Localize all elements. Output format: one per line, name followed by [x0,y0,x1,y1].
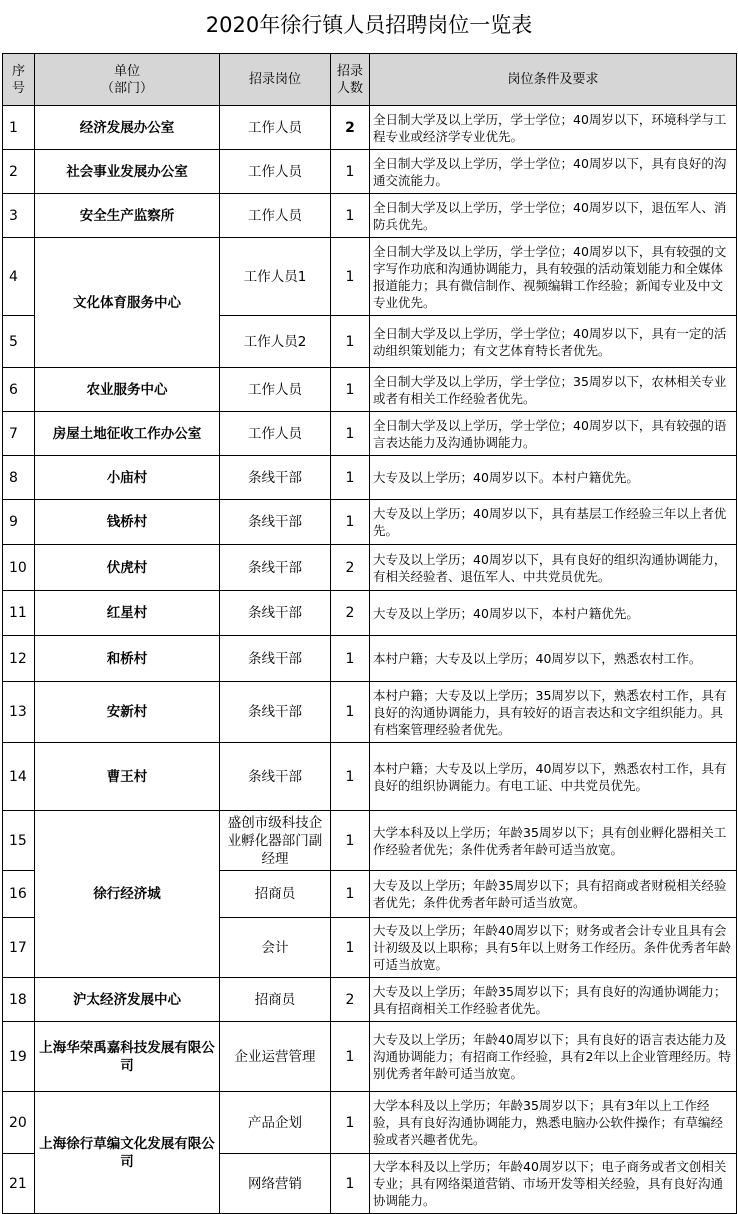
row-pos: 网络营销 [220,1154,331,1214]
row-pos: 工作人员 [220,412,331,456]
row-idx: 3 [3,194,35,238]
row-cnt: 1 [331,194,370,238]
row-unit: 安新村 [35,682,220,743]
row-cnt: 1 [331,1154,370,1214]
row-req: 大学本科及以上学历；年龄35周岁以下；具有3年以上工作经验，具有良好沟通协调能力，熟悉电脑办公软件操作；有草编经验或者兴趣者优先。 [370,1092,737,1154]
row-unit: 农业服务中心 [35,368,220,412]
row-idx: 19 [3,1022,35,1092]
row-pos: 条线干部 [220,636,331,682]
header-req: 岗位条件及要求 [370,54,737,106]
row-cnt: 1 [331,918,370,978]
table-row [3,368,737,412]
row-cnt: 1 [331,368,370,412]
row-pos: 会计 [220,918,331,978]
table-row [3,412,737,456]
row-idx: 9 [3,500,35,545]
row-idx: 20 [3,1092,35,1154]
row-idx: 10 [3,545,35,591]
row-unit: 钱桥村 [35,500,220,545]
row-cnt: 1 [331,811,370,871]
table-row [3,238,737,316]
row-req: 全日制大学及以上学历，学士学位；40周岁以下，具有较强的语言表达能力及沟通协调能力。 [370,412,737,456]
row-cnt: 2 [331,978,370,1022]
row-pos: 工作人员 [220,368,331,412]
row-cnt: 2 [331,591,370,636]
row-idx: 2 [3,150,35,194]
table-row [3,591,737,636]
row-req: 全日制大学及以上学历，学士学位；40周岁以下，环境科学与工程专业或经济学专业优先。 [370,106,737,150]
table-row [3,978,737,1022]
row-unit: 小庙村 [35,456,220,500]
table-row [3,194,737,238]
row-cnt: 1 [331,412,370,456]
row-pos: 产品企划 [220,1092,331,1154]
row-unit: 安全生产监察所 [35,194,220,238]
row-idx: 13 [3,682,35,743]
row-req: 大专及以上学历；40周岁以下，本村户籍优先。 [370,591,737,636]
row-idx: 7 [3,412,35,456]
row-cnt: 1 [331,456,370,500]
row-req: 大专及以上学历；年龄35周岁以下；具有招商或者财税相关经验者优先；条件优秀者年龄可适当放宽。 [370,871,737,918]
row-cnt: 1 [331,238,370,316]
row-pos: 工作人员1 [220,238,331,316]
table-row [3,811,737,871]
row-unit: 上海徐行草编文化发展有限公司 [35,1092,220,1214]
row-idx: 12 [3,636,35,682]
header-cnt: 招录人数 [331,54,370,106]
table-row [3,682,737,743]
row-req: 大专及以上学历；年龄35周岁以下；具有良好的沟通协调能力；具有招商相关工作经验者优先。 [370,978,737,1022]
row-req: 全日制大学及以上学历，学士学位；40周岁以下，具有较强的文字写作功底和沟通协调能力，具有较强的活动策划能力和全媒体报道能力；具有微信制作、视频编辑工作经验；新闻专业及中文专业优先。 [370,238,737,316]
row-pos: 工作人员 [220,150,331,194]
row-cnt: 1 [331,871,370,918]
row-idx: 14 [3,743,35,811]
table-row [3,150,737,194]
row-pos: 企业运营管理 [220,1022,331,1092]
row-cnt: 1 [331,500,370,545]
header-unit [35,54,220,106]
header-idx: 序号 [3,54,35,106]
row-idx: 17 [3,918,35,978]
row-req: 大学本科及以上学历；年龄35周岁以下；具有创业孵化器相关工作经验者优先；条件优秀者年龄可适当放宽。 [370,811,737,871]
row-unit: 房屋土地征收工作办公室 [35,412,220,456]
row-req: 大专及以上学历；年龄40周岁以下；财务或者会计专业且具有会计初级及以上职称；具有5年以上财务工作经历。条件优秀者年龄可适当放宽。 [370,918,737,978]
row-unit: 曹王村 [35,743,220,811]
row-idx: 4 [3,238,35,316]
row-req: 大专及以上学历；40周岁以下，具有基层工作经验三年以上者优先。 [370,500,737,545]
row-cnt: 1 [331,316,370,368]
table-row [3,106,737,150]
row-pos: 条线干部 [220,682,331,743]
row-req: 大学本科及以上学历；年龄40周岁以下；电子商务或者文创相关专业；具有网络渠道营销、市场开发等相关经验，具有良好沟通协调能力。 [370,1154,737,1214]
row-unit: 社会事业发展办公室 [35,150,220,194]
row-req: 全日制大学及以上学历，学士学位；35周岁以下，农林相关专业或者有相关工作经验者优先。 [370,368,737,412]
row-pos: 条线干部 [220,500,331,545]
table-row [3,743,737,811]
row-cnt: 1 [331,682,370,743]
row-unit: 伏虎村 [35,545,220,591]
row-unit: 沪太经济发展中心 [35,978,220,1022]
row-unit: 徐行经济城 [35,811,220,978]
row-req: 本村户籍；大专及以上学历；35周岁以下，熟悉农村工作，具有良好的沟通协调能力，具有较好的语言表达和文字组织能力。具有档案管理经验者优先。 [370,682,737,743]
row-idx: 5 [3,316,35,368]
row-pos: 条线干部 [220,743,331,811]
row-idx: 6 [3,368,35,412]
row-pos: 工作人员 [220,106,331,150]
table-row [3,636,737,682]
row-pos: 工作人员 [220,194,331,238]
table-row [3,1022,737,1092]
row-unit: 红星村 [35,591,220,636]
row-cnt: 1 [331,150,370,194]
row-idx: 18 [3,978,35,1022]
row-idx: 21 [3,1154,35,1214]
row-req: 大专及以上学历；40周岁以下。本村户籍优先。 [370,456,737,500]
row-pos: 招商员 [220,871,331,918]
header-pos: 招录岗位 [220,54,331,106]
table-row [3,456,737,500]
row-cnt: 2 [331,106,370,150]
row-req: 大专及以上学历；40周岁以下，具有良好的组织沟通协调能力，有相关经验者、退伍军人、中共党员优先。 [370,545,737,591]
row-idx: 1 [3,106,35,150]
table-row [3,500,737,545]
row-pos: 招商员 [220,978,331,1022]
row-pos: 盛创市级科技企业孵化器部门副经理 [220,811,331,871]
row-cnt: 1 [331,1022,370,1092]
row-req: 全日制大学及以上学历，学士学位；40周岁以下，具有良好的沟通交流能力。 [370,150,737,194]
table-row [3,1092,737,1154]
row-cnt: 1 [331,743,370,811]
table-row [3,545,737,591]
row-cnt: 2 [331,545,370,591]
row-idx: 8 [3,456,35,500]
row-req: 大专及以上学历；年龄40周岁以下；具有良好的语言表达能力及沟通协调能力；有招商工作经验，具有2年以上企业管理经历。特别优秀者年龄可适当放宽。 [370,1022,737,1092]
row-unit: 文化体育服务中心 [35,238,220,368]
row-pos: 条线干部 [220,456,331,500]
row-pos: 条线干部 [220,591,331,636]
row-req: 本村户籍；大专及以上学历，40周岁以下，熟悉农村工作，具有良好的组织协调能力。有电工证、中共党员优先。 [370,743,737,811]
row-req: 全日制大学及以上学历，学士学位；40周岁以下，退伍军人、消防兵优先。 [370,194,737,238]
page-title: 2020年徐行镇人员招聘岗位一览表 [205,13,533,37]
row-idx: 16 [3,871,35,918]
row-unit: 上海华荣禹嘉科技发展有限公司 [35,1022,220,1092]
row-pos: 工作人员2 [220,316,331,368]
row-idx: 15 [3,811,35,871]
row-req: 全日制大学及以上学历，学士学位；40周岁以下，具有一定的活动组织策划能力；有文艺体育特长者优先。 [370,316,737,368]
row-cnt: 1 [331,1092,370,1154]
row-req: 本村户籍；大专及以上学历；40周岁以下，熟悉农村工作。 [370,636,737,682]
row-pos: 条线干部 [220,545,331,591]
header-row [3,54,737,106]
header-unit-line2: （部门） [100,80,153,96]
row-cnt: 1 [331,636,370,682]
row-unit: 和桥村 [35,636,220,682]
row-idx: 11 [3,591,35,636]
row-unit: 经济发展办公室 [35,106,220,150]
recruitment-table [2,53,737,1214]
header-unit-line1: 单位 [113,63,140,79]
